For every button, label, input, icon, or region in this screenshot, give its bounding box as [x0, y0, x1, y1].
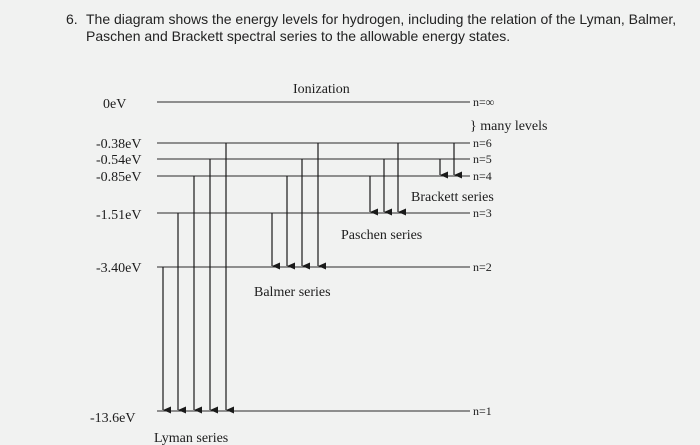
many-levels-label: } many levels — [470, 119, 548, 134]
energy-label-6: -0.38eV — [96, 137, 142, 152]
n-label-1: n=1 — [473, 404, 492, 418]
n-label-2: n=2 — [473, 260, 492, 274]
n-label-6: n=6 — [473, 136, 492, 150]
n-label-4: n=4 — [473, 169, 492, 183]
balmer-arrows — [272, 143, 318, 266]
energy-label-4: -0.85eV — [96, 170, 142, 185]
n-label-inf: n=∞ — [473, 95, 495, 109]
ionization-label: Ionization — [293, 82, 350, 97]
energy-label-2: -3.40eV — [96, 261, 142, 276]
energy-level-lines — [157, 102, 470, 411]
n-label-5: n=5 — [473, 152, 492, 166]
lyman-series-label: Lyman series — [154, 431, 229, 445]
brackett-series-label: Brackett series — [411, 190, 494, 205]
n-label-3: n=3 — [473, 206, 492, 220]
paschen-arrows — [370, 143, 398, 212]
question-number: 6. — [66, 11, 78, 27]
question-text: The diagram shows the energy levels for hydrogen, including the relation of the Lyman, Balmer, Paschen and Brackett spectral series to the allowable energy states. — [86, 11, 677, 44]
energy-label-1: -13.6eV — [90, 411, 136, 426]
energy-label-5: -0.54eV — [96, 153, 142, 168]
energy-label-inf: 0eV — [103, 97, 127, 112]
lyman-arrows — [163, 143, 226, 410]
energy-label-3: -1.51eV — [96, 208, 142, 223]
balmer-series-label: Balmer series — [254, 285, 331, 300]
paschen-series-label: Paschen series — [341, 228, 423, 243]
